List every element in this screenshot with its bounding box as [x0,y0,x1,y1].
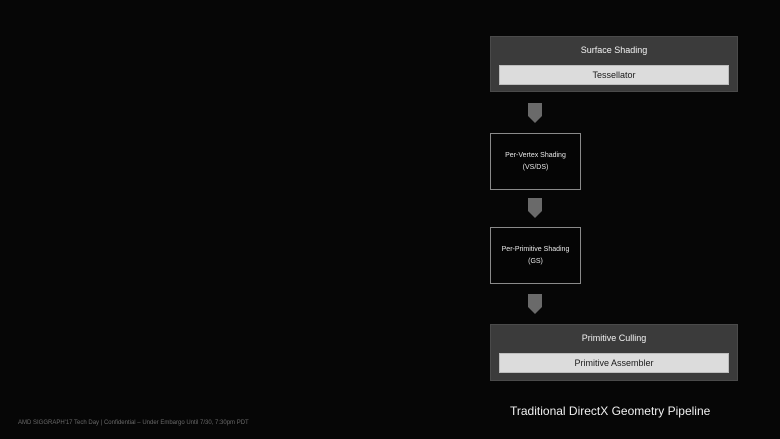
primitive-culling-stage [490,324,738,381]
flow-arrow-2 [528,198,542,218]
per-primitive-shading-sublabel: (GS) [528,257,543,265]
surface-shading-stage [490,36,738,92]
per-primitive-shading-label: Per-Primitive Shading [501,245,570,253]
per-vertex-shading-sublabel: (VS/DS) [522,163,549,171]
primitive-culling-title: Primitive Culling [581,333,647,343]
primitive-assembler-bar: Primitive Assembler [499,353,729,373]
per-vertex-shading-stage [490,133,581,190]
per-vertex-shading-label: Per-Vertex Shading [505,151,566,159]
surface-shading-title: Surface Shading [580,45,648,55]
confidential-footer: AMD SIGGRAPH'17 Tech Day | Confidential – Under Embargo Until 7/30, 7:30pm PDT [18,420,249,426]
flow-arrow-1 [528,103,542,123]
pipeline-caption: Traditional DirectX Geometry Pipeline [510,404,711,418]
per-primitive-shading-stage [490,227,581,284]
flow-arrow-3 [528,294,542,314]
tessellator-bar: Tessellator [499,65,729,85]
